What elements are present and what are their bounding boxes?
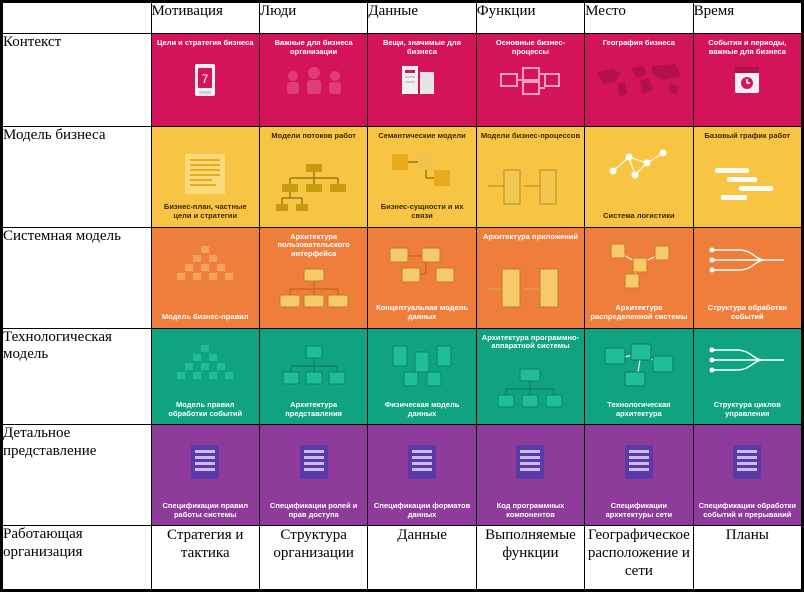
cell-tech-people[interactable] xyxy=(259,328,367,425)
hardware-software-icon xyxy=(477,359,584,425)
column-header-time: Время xyxy=(693,3,801,34)
control-cycles-icon xyxy=(694,329,801,403)
ui-blocks-icon xyxy=(260,254,367,328)
cell-working-time[interactable]: Планы xyxy=(693,526,801,590)
cell-caption: Модель правил обработки событий xyxy=(168,400,243,418)
physical-data-model-icon xyxy=(368,329,475,403)
spec-document-icon xyxy=(260,425,367,501)
row-business-model xyxy=(3,126,802,227)
cell-system-functions[interactable] xyxy=(476,227,584,328)
matrix-table xyxy=(2,2,802,590)
cell-caption: Вещи, значимые для бизнеса xyxy=(383,38,462,56)
cell-tech-functions[interactable] xyxy=(476,328,584,425)
column-header-place: Место xyxy=(585,3,693,34)
cell-caption: Семантические модели xyxy=(378,130,466,140)
row-working-organization xyxy=(3,526,802,590)
cell-context-place[interactable] xyxy=(585,34,693,127)
spec-document-icon xyxy=(368,425,475,501)
cell-detail-data[interactable] xyxy=(368,425,476,526)
cell-working-functions[interactable]: Выполняемые функции xyxy=(476,526,584,590)
cell-detail-people[interactable] xyxy=(259,425,367,526)
cell-caption: Код программных компонентов xyxy=(496,501,565,519)
cell-caption: Физическая модель данных xyxy=(384,400,460,418)
spec-document-icon xyxy=(477,425,584,501)
pyramid-icon xyxy=(152,329,259,403)
cell-caption: Спецификации ролей и прав доступа xyxy=(269,501,358,519)
cell-working-people[interactable]: Структура организации xyxy=(259,526,367,590)
conceptual-data-model-icon xyxy=(368,228,475,304)
cell-caption: Спецификации правил работы системы xyxy=(162,501,249,519)
spec-document-icon xyxy=(585,425,692,501)
cell-caption-secondary: Бизнес-сущности и их связи xyxy=(380,202,464,221)
cell-business-time[interactable] xyxy=(693,126,801,227)
application-blocks-icon xyxy=(477,250,584,328)
cell-business-motivation[interactable] xyxy=(151,126,259,227)
header-row xyxy=(3,3,802,34)
cell-business-people[interactable] xyxy=(259,126,367,227)
cell-tech-data[interactable] xyxy=(368,328,476,425)
cell-caption: Спецификации обработки событий и прерываний xyxy=(698,501,796,519)
cell-business-data[interactable] xyxy=(368,126,476,227)
cell-caption: Концептуальная модель данных xyxy=(376,303,468,321)
row-label-business-model: Модель бизнеса xyxy=(3,126,152,227)
cell-tech-place[interactable] xyxy=(585,328,693,425)
cell-context-motivation[interactable] xyxy=(151,34,259,127)
cell-system-motivation[interactable] xyxy=(151,227,259,328)
technology-architecture-icon xyxy=(585,329,692,403)
cell-caption: Базовый график работ xyxy=(704,130,791,140)
cell-tech-time[interactable] xyxy=(693,328,801,425)
corner-cell xyxy=(3,3,152,34)
cell-system-time[interactable] xyxy=(693,227,801,328)
spec-document-icon xyxy=(152,425,259,501)
column-header-data: Данные xyxy=(368,3,476,34)
cell-caption: Структура циклов управления xyxy=(713,400,781,418)
row-detailed-representation xyxy=(3,425,802,526)
row-label-detailed-representation: Детальное представление xyxy=(3,425,152,526)
cell-caption: Цели и стратегия бизнеса xyxy=(156,38,254,47)
pyramid-icon xyxy=(152,228,259,304)
cell-detail-functions[interactable] xyxy=(476,425,584,526)
column-header-people: Люди xyxy=(259,3,367,34)
row-technology-model xyxy=(3,328,802,425)
cell-caption: Архитектура программно-аппаратной системы xyxy=(481,332,580,351)
org-tree-icon xyxy=(260,143,367,227)
cell-caption: Архитектура приложений xyxy=(482,231,578,241)
row-system-model xyxy=(3,227,802,328)
row-label-context: Контекст xyxy=(3,34,152,127)
column-header-motivation: Мотивация xyxy=(151,3,259,34)
cell-system-place[interactable] xyxy=(585,227,693,328)
cell-caption: Модели бизнес-процессов xyxy=(480,130,581,140)
cell-context-people[interactable] xyxy=(259,34,367,127)
cell-caption: Архитектура представления xyxy=(285,400,343,418)
cell-caption: Система логистики xyxy=(603,211,675,221)
cell-caption: Спецификации архитектуры сети xyxy=(605,501,673,519)
column-header-functions: Функции xyxy=(476,3,584,34)
cell-tech-motivation[interactable] xyxy=(151,328,259,425)
process-chain-icon xyxy=(477,147,584,227)
cell-caption: Модель бизнес-правил xyxy=(161,312,249,321)
cell-caption: События и периоды, важные для бизнеса xyxy=(708,38,787,56)
cell-working-data[interactable]: Данные xyxy=(368,526,476,590)
distributed-system-icon xyxy=(585,228,692,304)
cell-detail-place[interactable] xyxy=(585,425,693,526)
cell-detail-motivation[interactable] xyxy=(151,425,259,526)
cell-caption: Архитектура распределенной системы xyxy=(590,303,688,321)
network-nodes-icon xyxy=(585,127,692,203)
cell-caption: Важные для бизнеса организации xyxy=(274,38,353,56)
cell-caption: Структура обработки событий xyxy=(707,303,787,321)
row-label-technology-model: Технологическая модель xyxy=(3,328,152,425)
cell-business-functions[interactable] xyxy=(476,126,584,227)
cell-context-data[interactable] xyxy=(368,34,476,127)
cell-caption: Архитектура пользовательского интерфейса xyxy=(277,231,350,258)
row-context xyxy=(3,34,802,127)
cell-business-place[interactable] xyxy=(585,126,693,227)
row-label-working-organization: Работающая организация xyxy=(3,526,152,590)
cell-system-data[interactable] xyxy=(368,227,476,328)
row-label-system-model: Системная модель xyxy=(3,227,152,328)
cell-caption: Бизнес-план, частные цели и стратегии xyxy=(163,202,247,221)
entity-relation-icon xyxy=(368,139,475,201)
spec-document-icon xyxy=(694,425,801,501)
cell-system-people[interactable] xyxy=(259,227,367,328)
presentation-tree-icon xyxy=(260,329,367,403)
cell-context-functions[interactable] xyxy=(476,34,584,127)
cell-working-place[interactable]: Географическое расположение и сети xyxy=(585,526,693,590)
cell-caption: Основные бизнес-процессы xyxy=(495,38,566,56)
svg-text:7: 7 xyxy=(201,71,209,86)
gantt-chart-icon xyxy=(694,145,801,227)
cell-caption: География бизнеса xyxy=(602,38,675,47)
cell-caption: Технологическая архитектура xyxy=(607,400,671,418)
cell-working-motivation[interactable]: Стратегия и тактика xyxy=(151,526,259,590)
cell-context-time[interactable] xyxy=(693,34,801,127)
cell-caption: Спецификации форматов данных xyxy=(373,501,471,519)
cell-caption: Модели потоков работ xyxy=(271,130,356,140)
event-processing-icon xyxy=(694,228,801,304)
cell-detail-time[interactable] xyxy=(693,425,801,526)
